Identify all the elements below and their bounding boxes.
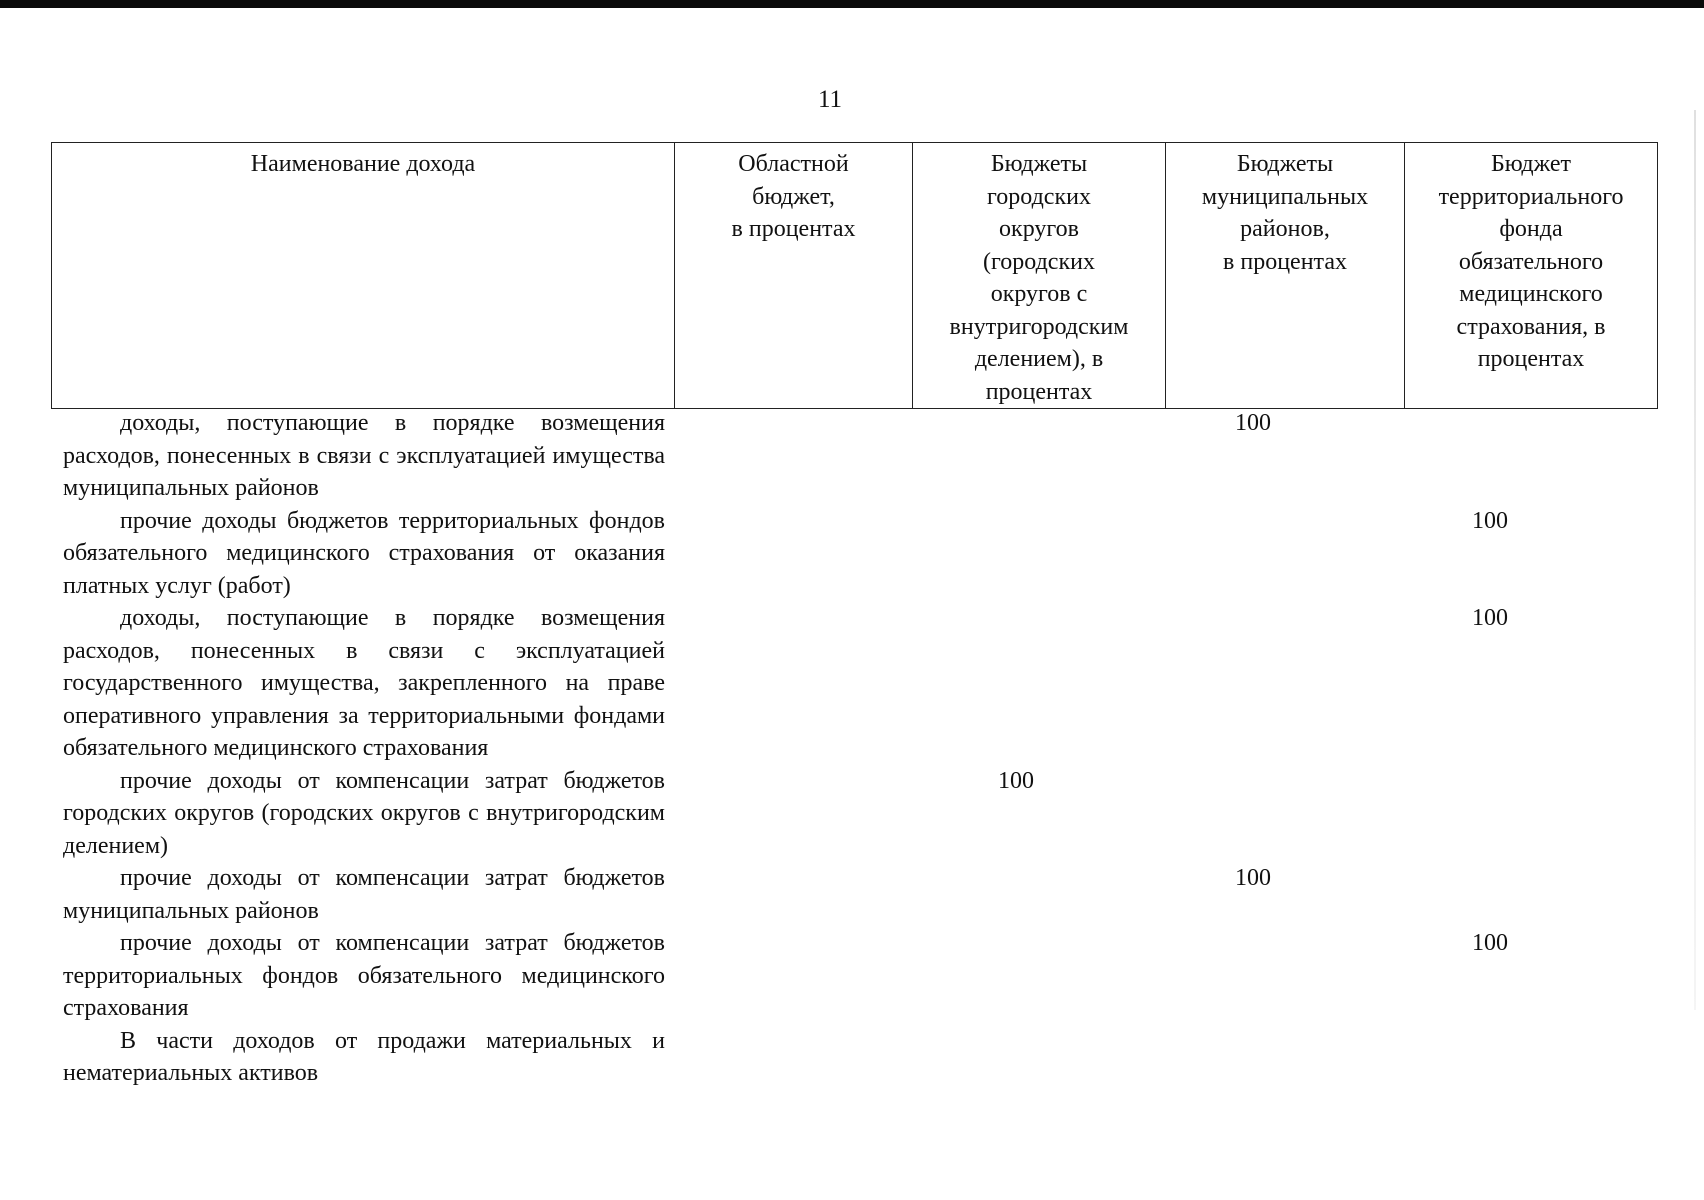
header-city-line: делением), в [974,346,1104,372]
regional-percent [665,765,894,863]
regional-percent [665,1025,894,1090]
fund-percent [1368,765,1612,863]
header-city-line: внутригородским [949,313,1129,340]
income-name: В части доходов от продажи материальных и нематериальных активов [63,1027,665,1086]
city-percent [894,505,1138,603]
header-medical-fund-budget [1405,143,1658,409]
header-fund-line: фонда [1499,216,1563,242]
fund-percent: 100 [1472,507,1508,534]
fund-percent: 100 [1472,930,1508,956]
header-municipal-line: районов, [1240,216,1330,242]
header-income-name-label: Наименование дохода [250,151,476,177]
municipal-percent [1138,602,1368,765]
income-name: доходы, поступающие в порядке возмещения расходов, понесенных в связи с эксплуатацией имущества муниципальных районов [63,410,665,501]
table-row [51,927,1612,1025]
header-fund-line: медицинского [1459,281,1603,307]
header-municipal-line: Бюджеты [1236,151,1334,177]
header-fund-line: процентах [1477,346,1585,372]
header-municipal-budgets [1166,143,1405,409]
fund-percent [1368,1025,1612,1090]
header-city-line: Бюджеты [990,151,1088,177]
regional-percent [665,602,894,765]
income-name: прочие доходы от компенсации затрат бюджетов городских округов (городских округов с внутригородским делением) [63,767,665,859]
header-regional-line: бюджет, [752,183,835,210]
header-regional-budget [675,143,913,409]
regional-percent [665,862,894,927]
header-income-name [52,143,675,409]
header-fund-line: обязательного [1458,248,1604,275]
header-municipal-line: в процентах [1223,248,1347,275]
header-regional-line: Областной [738,151,849,177]
city-percent [894,862,1138,927]
city-percent [894,1025,1138,1090]
income-name: доходы, поступающие в порядке возмещения расходов, понесенных в связи с эксплуатацией государственного имущества, закрепленного на праве оперативного управления за территориальными фондами обязательного медицинского страхования [63,605,665,761]
income-table-body [51,407,1612,1090]
header-city-line: городских [987,183,1091,210]
municipal-percent [1138,927,1368,1025]
header-city-budgets [913,143,1166,409]
city-percent [894,602,1138,765]
regional-percent [665,505,894,603]
municipal-percent: 100 [1235,410,1271,436]
fund-percent: 100 [1472,605,1508,631]
city-percent [894,407,1138,505]
table-row [51,765,1612,863]
fund-percent [1368,862,1612,927]
page-top-border [0,0,1704,8]
municipal-percent [1138,505,1368,603]
header-city-line: процентах [985,378,1093,405]
regional-percent [665,407,894,505]
scan-edge [1694,110,1696,1010]
page-number: 11 [817,86,843,113]
header-fund-line: Бюджет [1490,151,1572,177]
header-fund-line: территориального [1438,183,1624,210]
income-name: прочие доходы бюджетов территориальных фондов обязательного медицинского страхования от оказания платных услуг (работ) [63,507,665,599]
income-table-header [51,142,1658,409]
header-city-line: округов с [990,281,1088,307]
table-row [51,407,1612,505]
municipal-percent [1138,1025,1368,1090]
header-city-line: округов [999,216,1079,242]
table-row [51,862,1612,927]
header-city-line: (городских [983,248,1095,275]
fund-percent [1368,407,1612,505]
header-fund-line: страхования, в [1456,313,1606,340]
income-name: прочие доходы от компенсации затрат бюджетов муниципальных районов [63,865,665,924]
header-regional-line: в процентах [731,216,856,242]
table-row [51,602,1612,765]
municipal-percent: 100 [1235,865,1271,891]
city-percent [894,927,1138,1025]
income-name: прочие доходы от компенсации затрат бюджетов территориальных фондов обязательного медицинского страхования [63,930,665,1021]
table-row [51,505,1612,603]
regional-percent [665,927,894,1025]
table-row [51,1025,1612,1090]
city-percent: 100 [998,767,1034,794]
header-municipal-line: муниципальных [1201,183,1369,210]
municipal-percent [1138,765,1368,863]
